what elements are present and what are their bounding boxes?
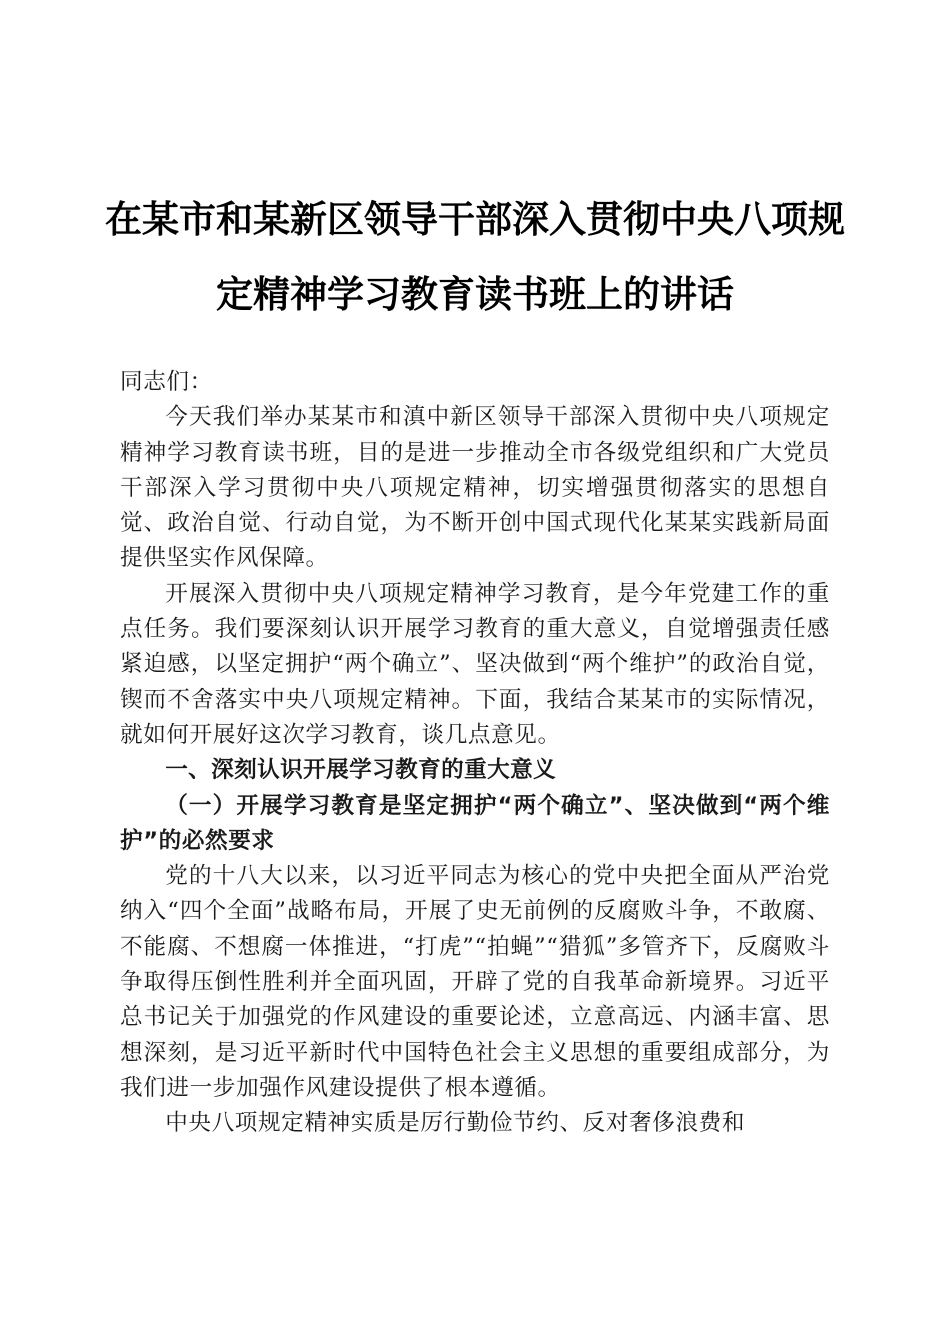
section-heading: 一、深刻认识开展学习教育的重大意义 xyxy=(165,757,557,784)
document-title-line-2: 定精神学习教育读书班上的讲话 xyxy=(216,272,734,316)
salutation: 同志们： xyxy=(120,369,213,395)
body-paragraph: 党的十八大以来，以习近平同志为核心的党中央把全面从严治党纳入“四个全面”战略布局，开展了史无前例的反腐败斗争，不敢腐、不能腐、不想腐一体推进，“打虎”“拍蝇”“猎狐”多管齐下，反腐败斗争取得压倒性胜利并全面巩固，开辟了党的自我革命新境界。习近平总书记关于加强党的作风建设的重要论述，立意高远、内涵丰富、思想深刻，是习近平新时代中国特色社会主义思想的重要组成部分，为我们进一步加强作风建设提供了根本遵循。 xyxy=(120,863,830,1101)
document-body xyxy=(120,365,830,1142)
subsection-heading: （一）开展学习教育是坚定拥护“两个确立”、坚决做到“两个维护”的必然要求 xyxy=(120,792,830,854)
body-paragraph: 今天我们举办某某市和滇中新区领导干部深入贯彻中央八项规定精神学习教育读书班，目的是进一步推动全市各级党组织和广大党员干部深入学习贯彻中央八项规定精神，切实增强贯彻落实的思想自觉、政治自觉、行动自觉，为不断开创中国式现代化某某实践新局面提供坚实作风保障。 xyxy=(120,404,830,572)
body-paragraph: 中央八项规定精神实质是厉行勤俭节约、反对奢侈浪费和 xyxy=(165,1110,746,1137)
document-title-line-1: 在某市和某新区领导干部深入贯彻中央八项规 xyxy=(105,197,845,241)
body-paragraph: 开展深入贯彻中央八项规定精神学习教育，是今年党建工作的重点任务。我们要深刻认识开展学习教育的重大意义，自觉增强责任感紧迫感，以坚定拥护“两个确立”、坚决做到“两个维护”的政治自觉，锲而不舍落实中央八项规定精神。下面，我结合某某市的实际情况，就如何开展好这次学习教育，谈几点意见。 xyxy=(120,580,830,748)
